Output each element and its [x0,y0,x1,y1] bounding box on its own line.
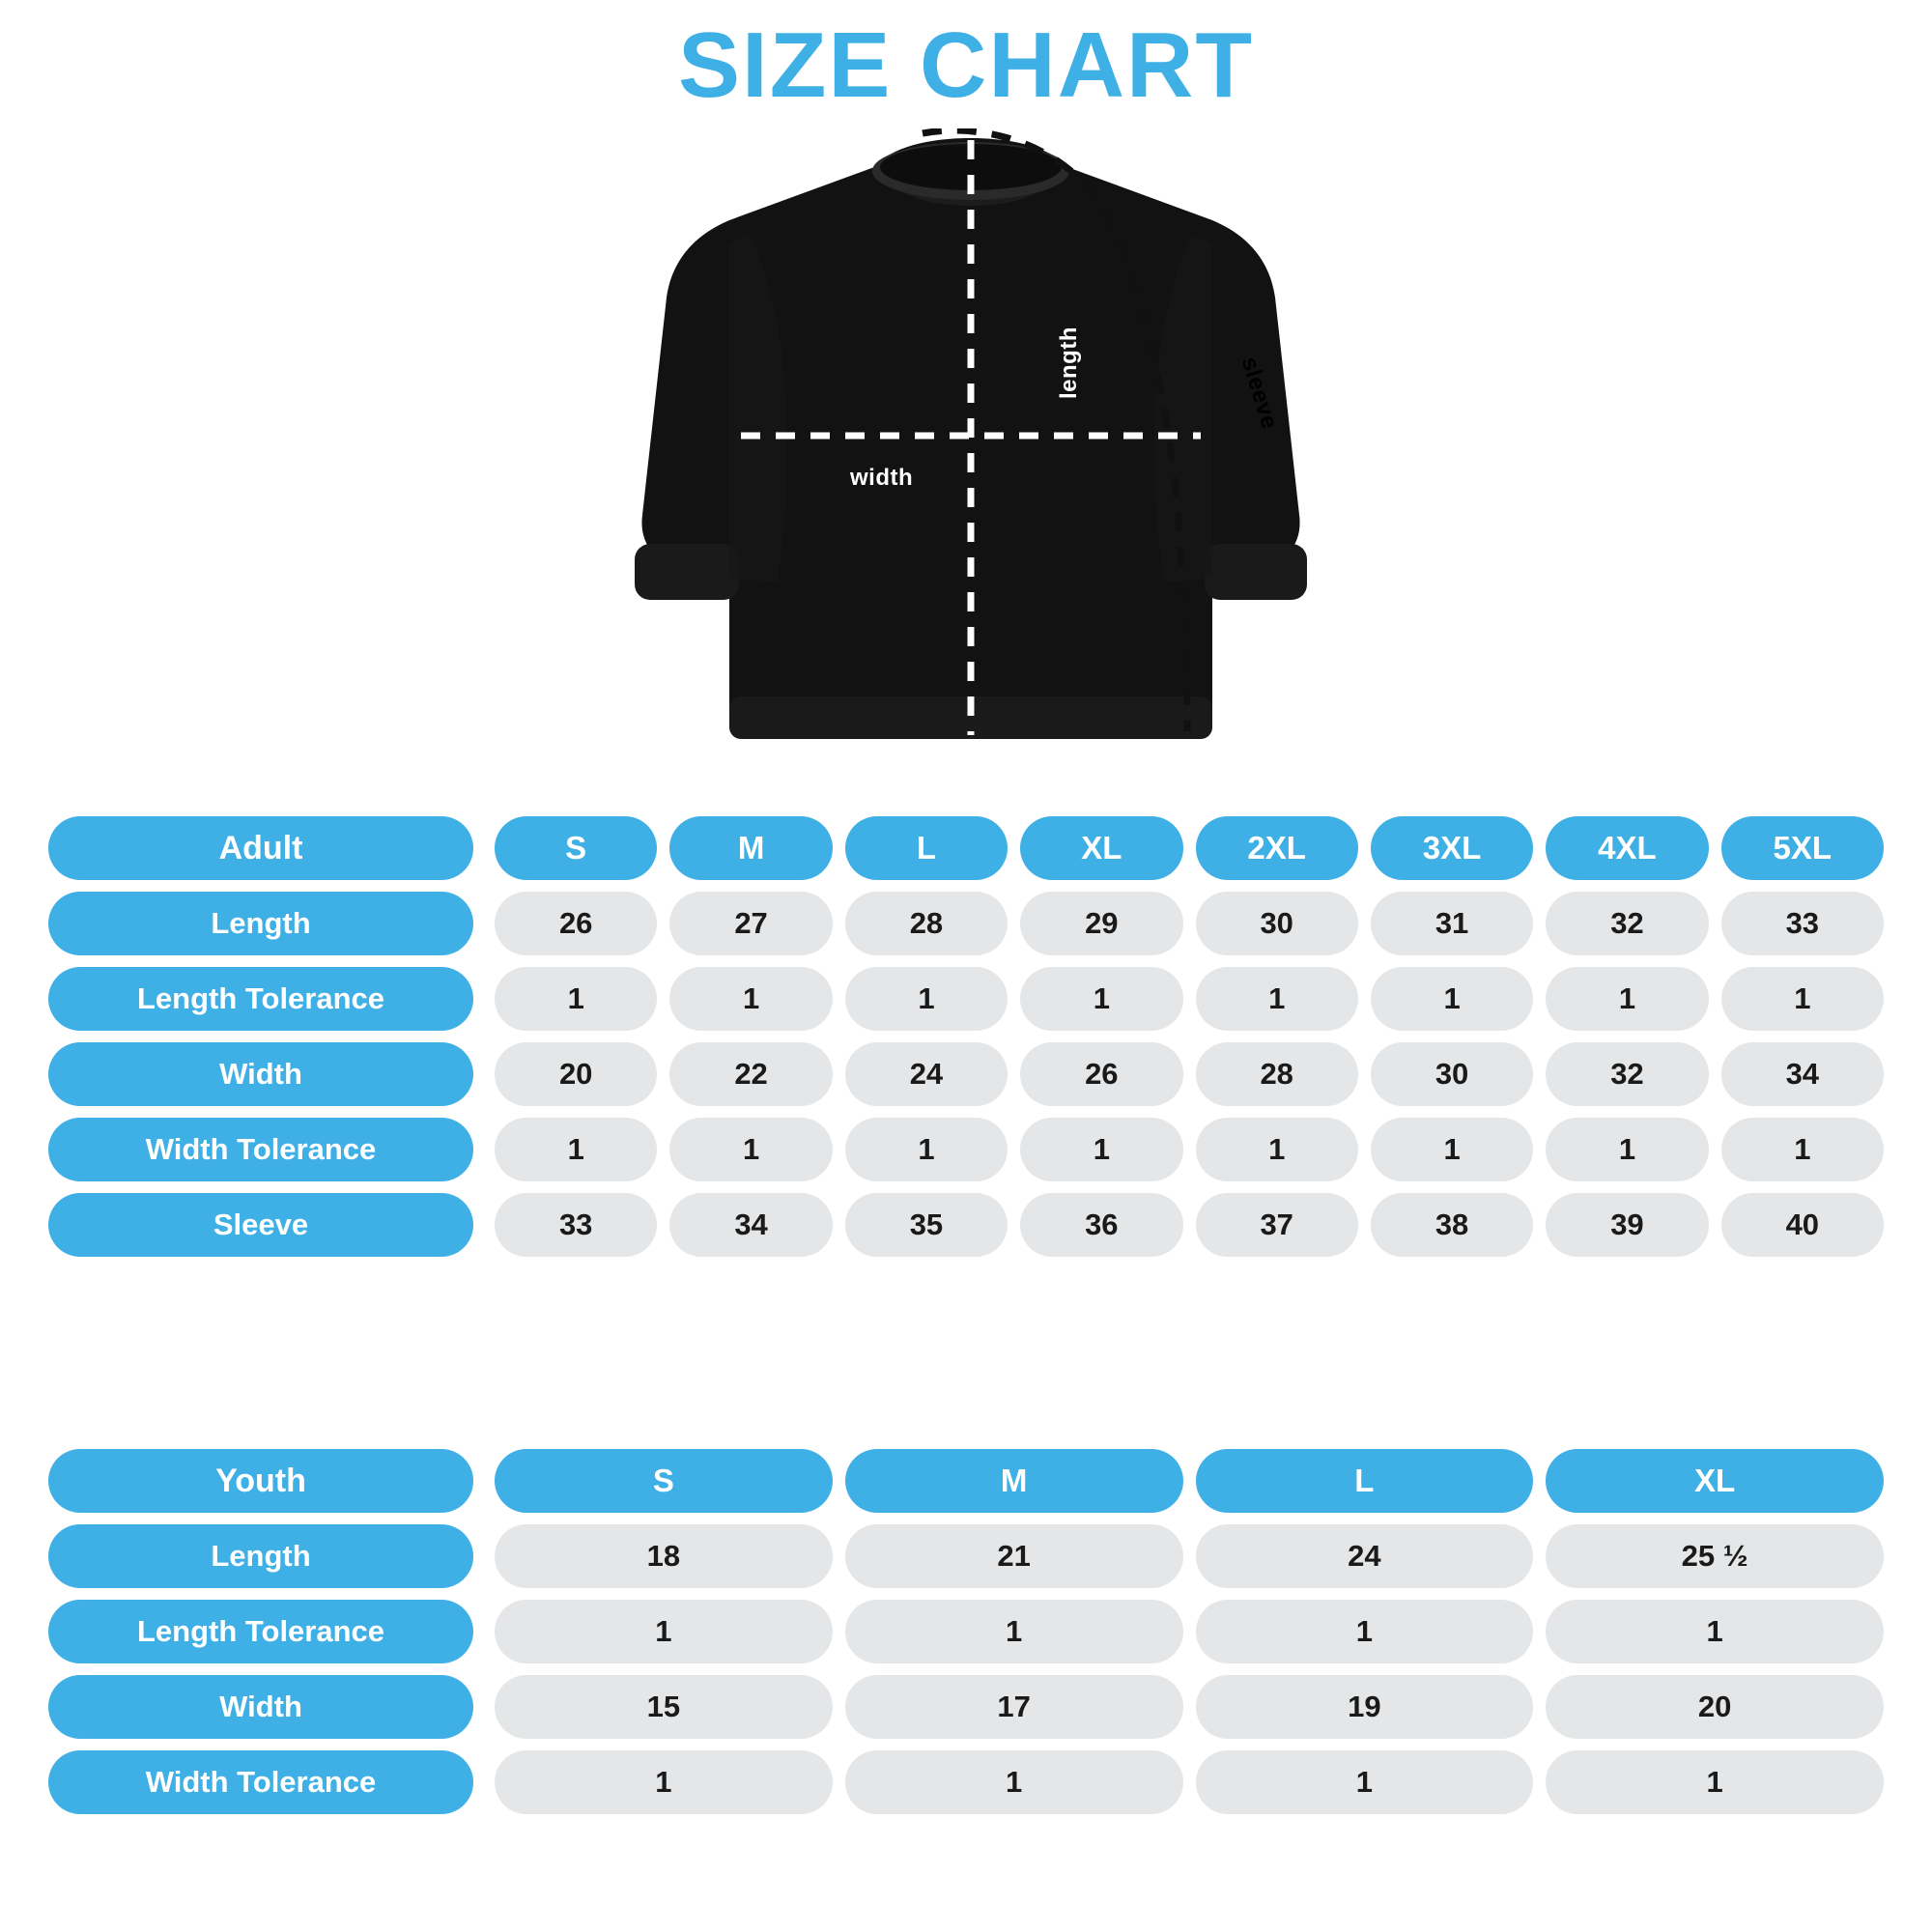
cell-value: 15 [495,1675,833,1739]
cell-value: 1 [1020,1118,1182,1181]
row-label-length: Length [48,1524,473,1588]
row-label-width-tolerance: Width Tolerance [48,1118,473,1181]
row-label-width-tolerance: Width Tolerance [48,1750,473,1814]
table-row [48,1524,1884,1588]
cell-value: 26 [495,892,657,955]
table-header-row [48,816,1884,880]
cell-value: 1 [1196,1750,1534,1814]
sleeve-dimension-label: sleeve [1236,354,1283,433]
column-header-s: S [495,1449,833,1513]
cell-value: 34 [1721,1042,1884,1106]
cell-value: 1 [1721,967,1884,1031]
cell-value: 29 [1020,892,1182,955]
row-label-length: Length [48,892,473,955]
cell-value: 27 [669,892,832,955]
cell-value: 26 [1020,1042,1182,1106]
cell-value: 1 [1196,967,1358,1031]
cell-value: 24 [845,1042,1008,1106]
cell-value: 1 [495,1118,657,1181]
cell-value: 34 [669,1193,832,1257]
column-header-s: S [495,816,657,880]
cell-value: 1 [1546,1118,1708,1181]
column-header-m: M [845,1449,1183,1513]
column-header-l: L [845,816,1008,880]
cell-value: 22 [669,1042,832,1106]
cell-value: 1 [1196,1118,1358,1181]
cell-value: 1 [1546,1750,1884,1814]
cell-value: 18 [495,1524,833,1588]
cell-value: 1 [495,1600,833,1663]
width-dimension-label: width [850,464,914,491]
column-header-xl: XL [1020,816,1182,880]
cell-value: 28 [845,892,1008,955]
cell-value: 21 [845,1524,1183,1588]
cell-value: 20 [1546,1675,1884,1739]
length-dimension-label: length [1056,326,1082,399]
column-header-5xl: 5XL [1721,816,1884,880]
cell-value: 30 [1371,1042,1533,1106]
youth-size-table [48,1449,1884,1814]
adult-header-label: Adult [48,816,473,880]
cell-value: 33 [495,1193,657,1257]
row-label-length-tolerance: Length Tolerance [48,1600,473,1663]
cell-value: 36 [1020,1193,1182,1257]
table-row [48,892,1884,955]
column-header-3xl: 3XL [1371,816,1533,880]
cell-value: 1 [495,967,657,1031]
table-row [48,1750,1884,1814]
garment-diagram [0,109,1932,776]
row-label-sleeve: Sleeve [48,1193,473,1257]
table-row [48,1118,1884,1181]
adult-size-table [48,816,1884,1257]
cell-value: 1 [1371,967,1533,1031]
column-header-4xl: 4XL [1546,816,1708,880]
cell-value: 24 [1196,1524,1534,1588]
cell-value: 1 [1196,1600,1534,1663]
column-header-xl: XL [1546,1449,1884,1513]
cell-value: 39 [1546,1193,1708,1257]
table-row [48,1600,1884,1663]
cell-value: 30 [1196,892,1358,955]
cell-value: 19 [1196,1675,1534,1739]
youth-header-label: Youth [48,1449,473,1513]
cell-value: 32 [1546,892,1708,955]
cell-value: 31 [1371,892,1533,955]
cell-value: 37 [1196,1193,1358,1257]
cell-value: 1 [1721,1118,1884,1181]
cell-value: 1 [1546,1600,1884,1663]
column-header-2xl: 2XL [1196,816,1358,880]
table-row [48,1042,1884,1106]
cell-value: 1 [845,967,1008,1031]
row-label-width: Width [48,1675,473,1739]
cell-value: 17 [845,1675,1183,1739]
cell-value: 1 [845,1600,1183,1663]
cell-value: 1 [845,1118,1008,1181]
row-label-width: Width [48,1042,473,1106]
sweatshirt-icon [633,128,1309,756]
cell-value: 1 [845,1750,1183,1814]
cell-value: 28 [1196,1042,1358,1106]
cell-value: 32 [1546,1042,1708,1106]
cell-value: 38 [1371,1193,1533,1257]
column-header-m: M [669,816,832,880]
cell-value: 1 [669,967,832,1031]
table-row [48,1675,1884,1739]
table-header-row [48,1449,1884,1513]
cell-value: 25 ½ [1546,1524,1884,1588]
cell-value: 1 [669,1118,832,1181]
cell-value: 35 [845,1193,1008,1257]
table-row [48,1193,1884,1257]
cell-value: 1 [495,1750,833,1814]
row-label-length-tolerance: Length Tolerance [48,967,473,1031]
sweatshirt-illustration [633,128,1309,756]
cell-value: 20 [495,1042,657,1106]
cell-value: 1 [1020,967,1182,1031]
cell-value: 1 [1546,967,1708,1031]
cell-value: 40 [1721,1193,1884,1257]
column-header-l: L [1196,1449,1534,1513]
page-title: SIZE CHART [678,14,1254,117]
cell-value: 33 [1721,892,1884,955]
table-row [48,967,1884,1031]
cell-value: 1 [1371,1118,1533,1181]
